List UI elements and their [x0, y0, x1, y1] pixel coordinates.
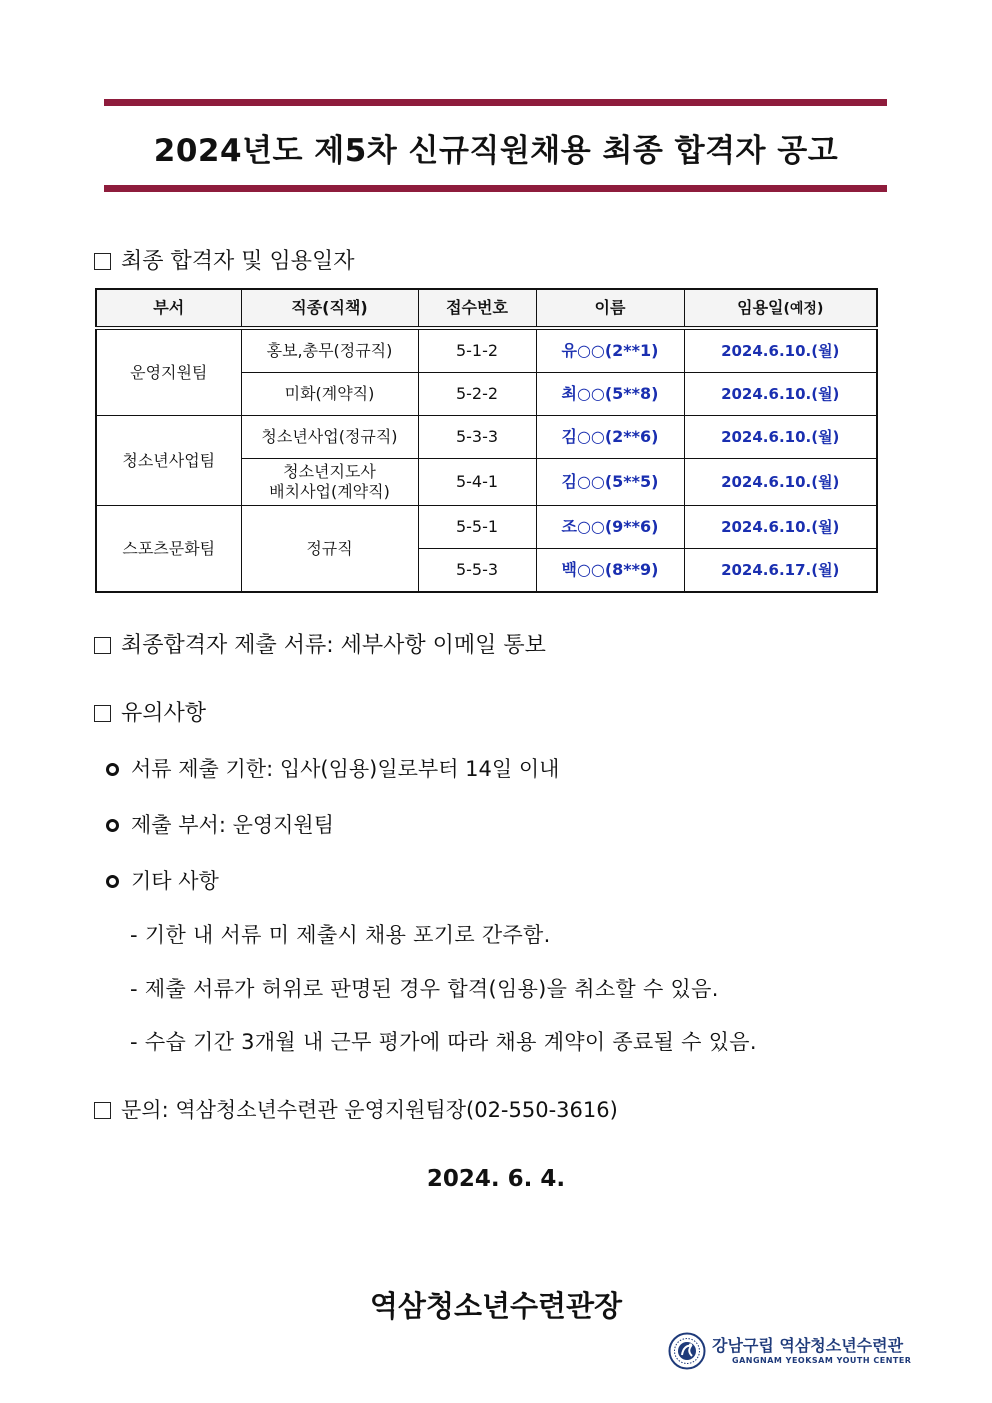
- note-bullet: 제출 부서: 운영지원팀: [106, 809, 334, 839]
- announcement-date: 2024. 6. 4.: [426, 1166, 566, 1192]
- circle-bullet-icon: [106, 875, 119, 888]
- name-cell: 백○○(8**9): [536, 549, 684, 593]
- youth-center-emblem-icon: [668, 1332, 706, 1370]
- header-receipt-no: 접수번호: [418, 289, 536, 328]
- job-cell: 청소년사업(정규직): [241, 416, 418, 459]
- checkbox-square-icon: [94, 253, 111, 270]
- name-cell: 조○○(9**6): [536, 506, 684, 549]
- contact-line: [94, 1094, 618, 1124]
- receipt-no-cell: 5-4-1: [418, 459, 536, 506]
- top-rule: [104, 99, 887, 106]
- table-row: [96, 328, 877, 373]
- date-cell: 2024.6.10.(월): [684, 373, 877, 416]
- date-cell: 2024.6.10.(월): [684, 328, 877, 373]
- table-header-row: [96, 289, 877, 328]
- job-cell: 정규직: [241, 506, 418, 593]
- final-applicants-table: [95, 288, 878, 593]
- section-heading-final-list: 최종 합격자 및 임용일자: [94, 244, 355, 275]
- circle-bullet-icon: [106, 819, 119, 832]
- logo-english-name: GANGNAM YEOKSAM YOUTH CENTER: [732, 1356, 912, 1365]
- job-cell: 홍보,총무(정규직): [241, 328, 418, 373]
- date-cell: 2024.6.10.(월): [684, 459, 877, 506]
- dept-cell: 청소년사업팀: [96, 416, 241, 506]
- note-bullet: 기타 사항: [106, 865, 219, 895]
- header-start-date: 임용일(예정): [684, 289, 877, 328]
- date-cell: 2024.6.10.(월): [684, 416, 877, 459]
- header-name: 이름: [536, 289, 684, 328]
- header-dept: 부서: [96, 289, 241, 328]
- organization-logo: [668, 1330, 912, 1374]
- note-sub-item: - 기한 내 서류 미 제출시 채용 포기로 간주함.: [130, 923, 551, 947]
- job-cell: 청소년지도사 배치사업(계약직): [241, 459, 418, 506]
- date-cell: 2024.6.17.(월): [684, 549, 877, 593]
- date-cell: 2024.6.10.(월): [684, 506, 877, 549]
- section-heading-notes: 유의사항: [94, 696, 206, 727]
- note-sub-item: - 제출 서류가 허위로 판명된 경우 합격(임용)을 취소할 수 있음.: [130, 977, 719, 1001]
- dept-cell: 운영지원팀: [96, 328, 241, 416]
- signer-title: 역삼청소년수련관장: [369, 1289, 623, 1323]
- receipt-no-cell: 5-2-2: [418, 373, 536, 416]
- table-row: [96, 416, 877, 459]
- circle-bullet-icon: [106, 763, 119, 776]
- name-cell: 유○○(2**1): [536, 328, 684, 373]
- job-cell: 미화(계약직): [241, 373, 418, 416]
- name-cell: 최○○(5**8): [536, 373, 684, 416]
- receipt-no-cell: 5-3-3: [418, 416, 536, 459]
- checkbox-square-icon: [94, 1102, 111, 1119]
- receipt-no-cell: 5-1-2: [418, 328, 536, 373]
- receipt-no-cell: 5-5-3: [418, 549, 536, 593]
- header-job: 직종(직책): [241, 289, 418, 328]
- name-cell: 김○○(5**5): [536, 459, 684, 506]
- dept-cell: 스포츠문화팀: [96, 506, 241, 593]
- receipt-no-cell: 5-5-1: [418, 506, 536, 549]
- logo-korean-name: 강남구립 역삼청소년수련관: [712, 1336, 904, 1355]
- bottom-rule: [104, 185, 887, 192]
- checkbox-square-icon: [94, 705, 111, 722]
- section-heading-documents: 최종합격자 제출 서류: 세부사항 이메일 통보: [94, 628, 546, 659]
- contact-text: 역삼청소년수련관 운영지원팀장(02-550-3616): [175, 1098, 618, 1122]
- checkbox-square-icon: [94, 637, 111, 654]
- note-bullet: 서류 제출 기한: 입사(임용)일로부터 14일 이내: [106, 753, 559, 783]
- name-cell: 김○○(2**6): [536, 416, 684, 459]
- contact-label: 문의:: [121, 1098, 169, 1122]
- note-sub-item: - 수습 기간 3개월 내 근무 평가에 따라 채용 계약이 종료될 수 있음.: [130, 1030, 757, 1054]
- page-title: 2024년도 제5차 신규직원채용 최종 합격자 공고: [153, 133, 839, 169]
- table-row: [96, 506, 877, 549]
